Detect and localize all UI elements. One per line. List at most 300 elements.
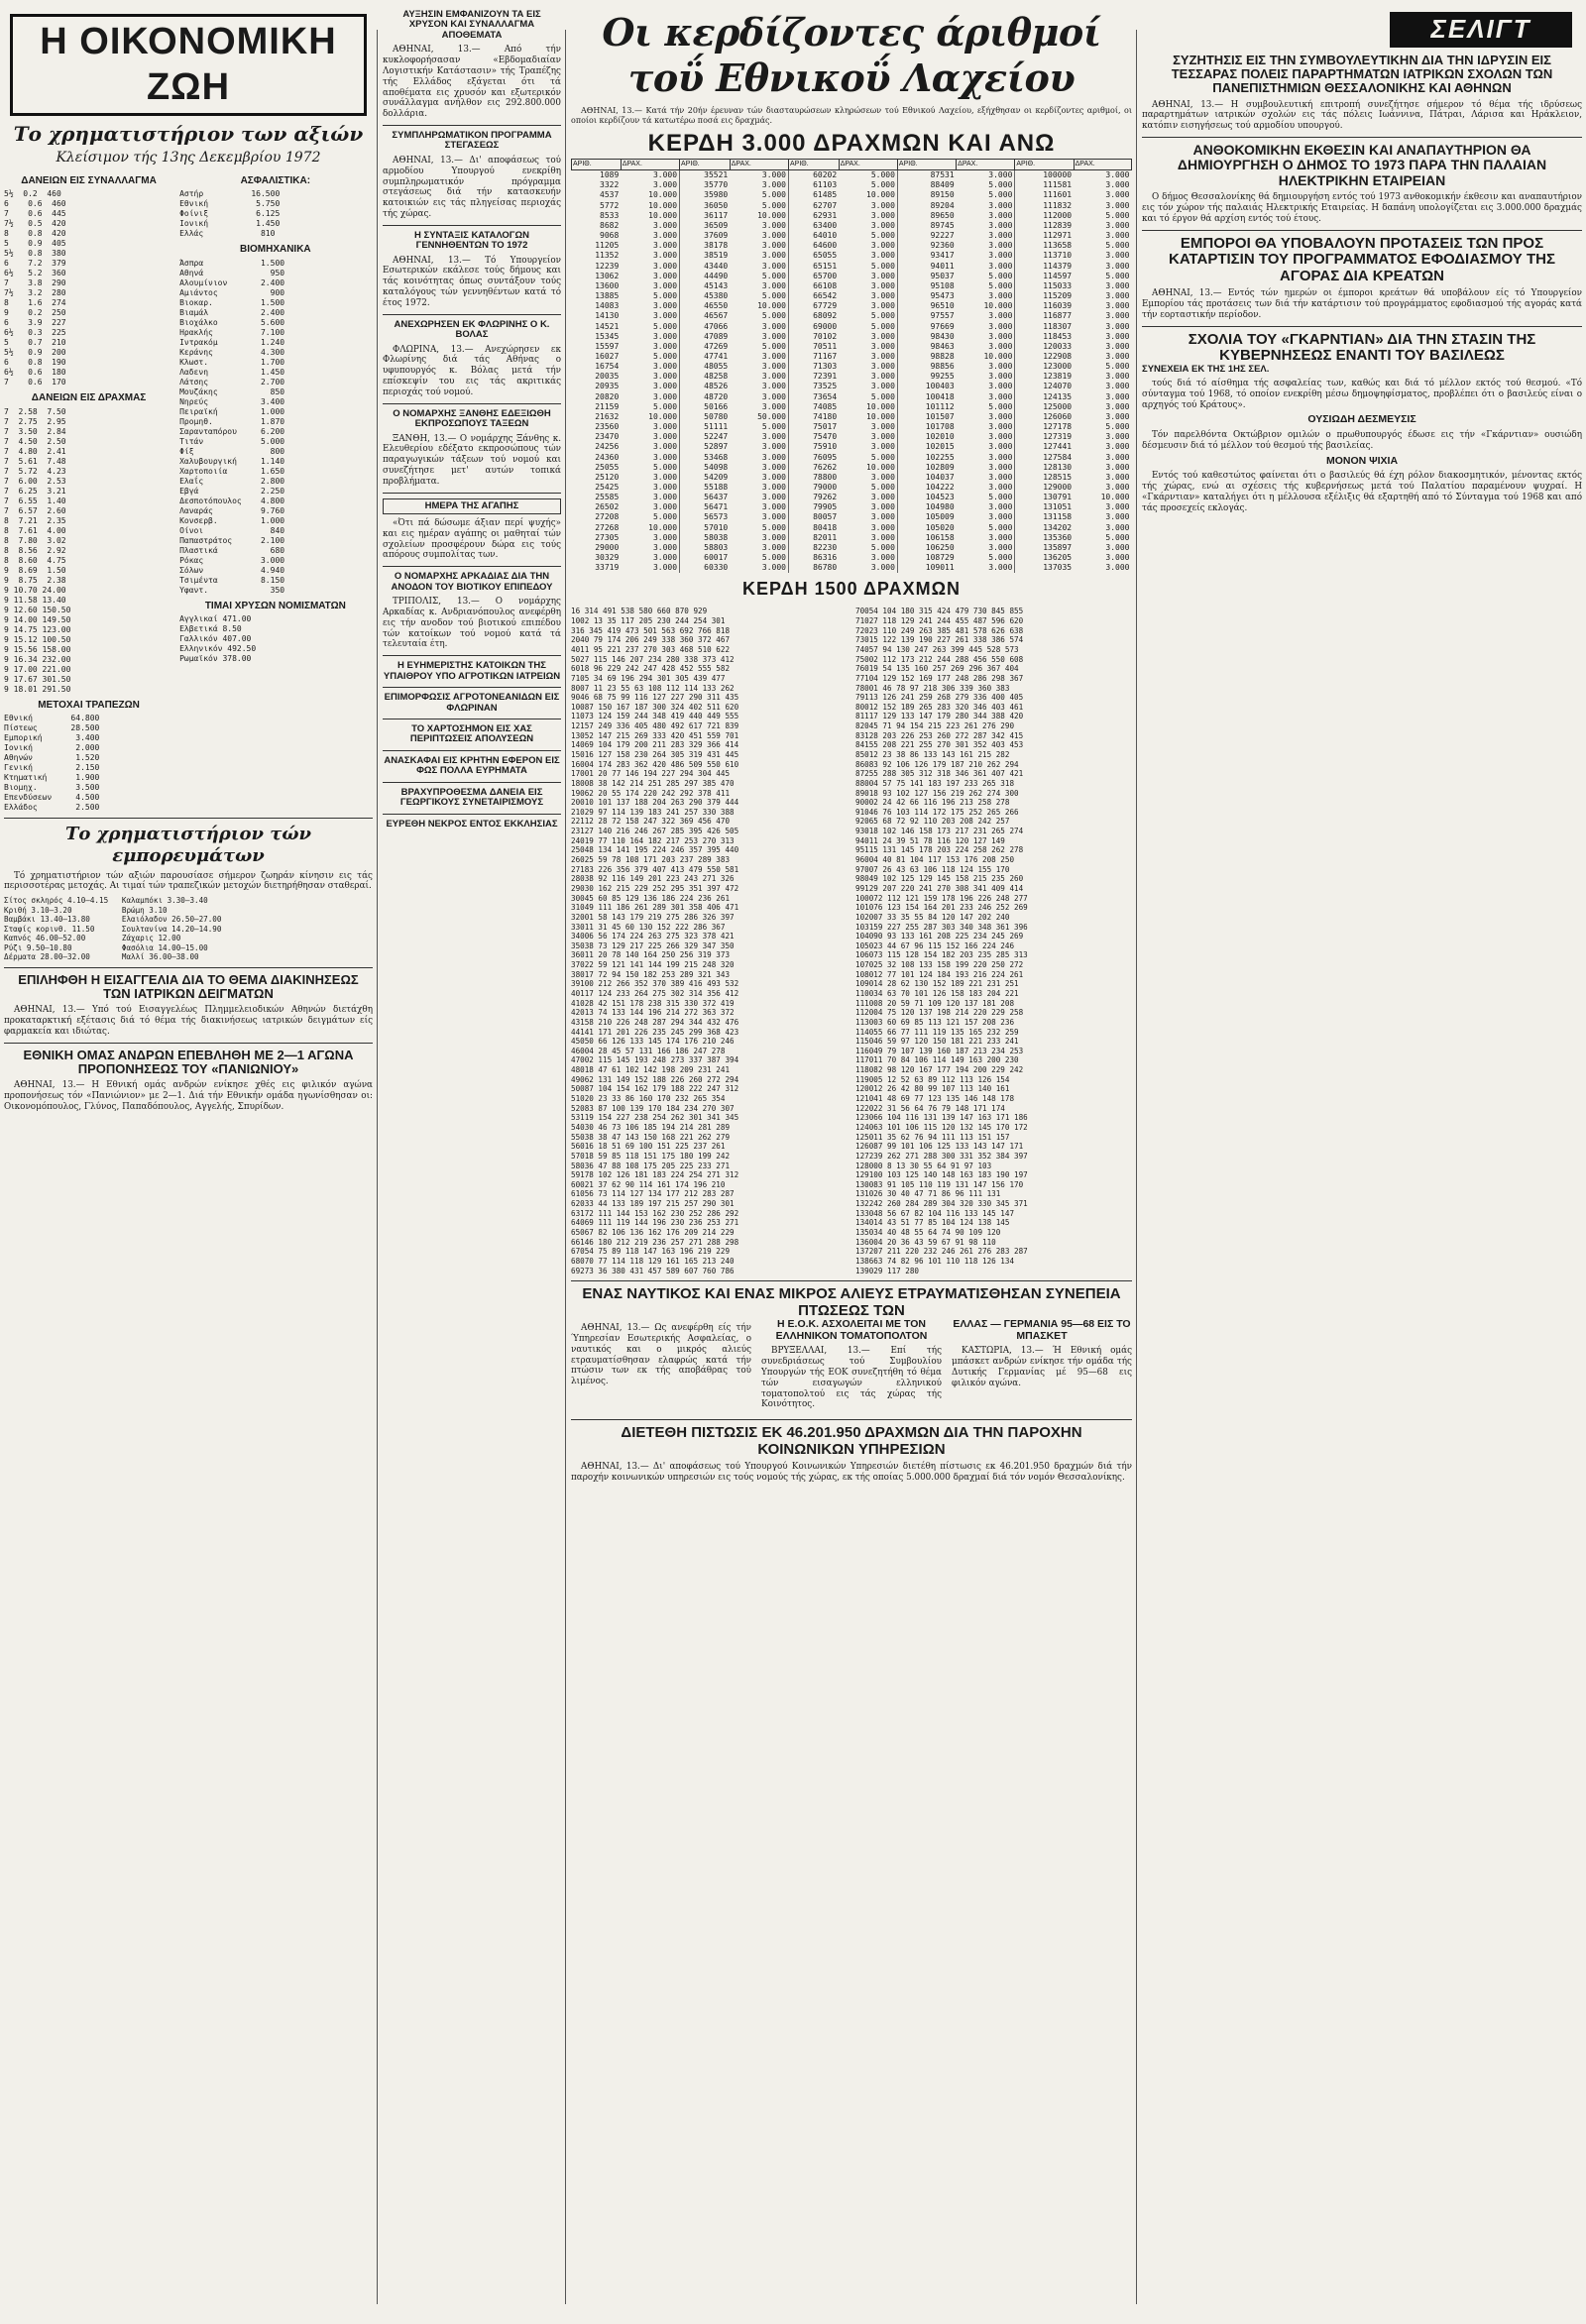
lottery-prize: 10.000 bbox=[621, 523, 679, 533]
lottery-prize: 3.000 bbox=[1105, 391, 1130, 401]
lottery-prize: 3.000 bbox=[957, 170, 1015, 181]
col-header-num: ΑΡΙΘ. bbox=[1015, 159, 1074, 170]
headline-credit: ΔΙΕΤΕΘΗ ΠΙΣΤΩΣΙΣ ΕΚ 46.201.950 ΔΡΑΧΜΩΝ ΔΙΑ ΤΗΝ ΠΑΡΟΧΗΝ ΚΟΙΝΩΝΙΚΩΝ ΥΠΗΡΕΣΙΩΝ bbox=[621, 1424, 1082, 1458]
lottery-prize: 3.000 bbox=[621, 311, 679, 321]
lottery-number: 63400 bbox=[813, 220, 838, 230]
subhead-commitment: ΟΥΣΙΩΔΗ ΔΕΣΜΕΥΣΙΣ bbox=[1307, 413, 1416, 426]
lottery-1500-line: 78001 46 78 97 218 306 339 360 383 bbox=[855, 683, 1010, 693]
article-sailor: ΑΘΗΝΑΙ, 13.— Ως ανεφέρθη είς τήν Ύπηρεσίαν Εσωτερικής Ασφαλείας, ο ναυτικός και ο μικρός αλιεύς ετραυματίσθησαν ελαφρώς κατά τήν πτώσιν των εκ τής αποβάθρας τού λιμένος. bbox=[571, 1323, 751, 1387]
lottery-1500-line: 27183 226 356 379 407 413 479 550 581 bbox=[571, 864, 739, 874]
lottery-1500-line: 30045 60 85 129 136 186 224 236 261 bbox=[571, 893, 731, 903]
lottery-1500-line: 77104 129 152 169 177 248 286 298 367 bbox=[855, 673, 1024, 683]
lottery-1500-line: 53119 154 227 238 254 262 301 341 345 bbox=[571, 1113, 739, 1123]
section-brand: ΣΕΛΙΓΤ bbox=[1390, 12, 1572, 48]
lottery-prize: 3.000 bbox=[621, 432, 679, 442]
lottery-row bbox=[572, 262, 1132, 272]
lottery-number: 120033 bbox=[1043, 341, 1073, 351]
lottery-1500-line: 316 345 419 473 501 563 692 766 818 bbox=[571, 625, 731, 635]
lottery-1500-line: 22112 28 72 158 247 322 369 456 470 bbox=[571, 817, 731, 827]
lottery-number: 46550 bbox=[704, 301, 729, 311]
lottery-number: 101112 bbox=[925, 401, 955, 411]
lottery-1500-line: 106073 115 128 154 182 203 235 285 313 bbox=[855, 950, 1028, 960]
lottery-number: 27268 bbox=[595, 522, 620, 532]
lottery-row bbox=[572, 422, 1132, 432]
lottery-1500-line: 89018 93 102 127 156 219 262 274 300 bbox=[855, 788, 1019, 798]
col-header-drach: ΔΡΑΧ. bbox=[839, 159, 897, 170]
lottery-prize: 3.000 bbox=[621, 372, 679, 382]
lottery-row bbox=[572, 332, 1132, 342]
lottery-prize: 5.000 bbox=[730, 523, 788, 533]
lottery-number: 11352 bbox=[595, 251, 620, 261]
section-insurance: ΑΣΦΑΛΙΣΤΙΚΑ: bbox=[240, 175, 311, 187]
col-header-num: ΑΡΙΘ. bbox=[788, 159, 839, 170]
lottery-number: 13885 bbox=[595, 291, 620, 301]
lottery-1500-line: 61056 73 114 127 134 177 212 283 287 bbox=[571, 1189, 735, 1199]
gold-row: Γαλλικόν 407.00 bbox=[179, 633, 252, 643]
headline-loans-coops: ΒΡΑΧΥΠΡΟΘΕΣΜΑ ΔΑΝΕΙΑ ΕΙΣ ΓΕΩΡΓΙΚΟΥΣ ΣΥΝΕΤΑΙΡΙΣΜΟΥΣ bbox=[399, 786, 544, 809]
lottery-prize: 3.000 bbox=[730, 483, 788, 493]
lottery-1500-line: 87255 288 305 312 318 346 361 407 421 bbox=[855, 769, 1024, 779]
lottery-row bbox=[572, 432, 1132, 442]
lottery-1500-line: 90002 24 42 66 116 196 213 258 278 bbox=[855, 798, 1010, 808]
lottery-prize: 3.000 bbox=[957, 372, 1015, 382]
lottery-prize: 3.000 bbox=[621, 392, 679, 402]
masthead-economy: Η ΟΙΚΟΝΟΜΙΚΗ ΖΩΗ bbox=[10, 14, 367, 116]
headline-flower-show: ΑΝΘΟΚΟΜΙΚΗΝ ΕΚΘΕΣΙΝ ΚΑΙ ΑΝΑΠΑΥΤΗΡΙΟΝ ΘΑ ΔΗΜΙΟΥΡΓΗΣΗ Ο ΔΗΜΟΣ ΤΟ 1973 ΠΑΡΑ ΤΗΝ ΠΑΛΑΙΑΝ ΗΛΕΚΤΡΙΚΗΝ ΕΤΑΙΡΕΙΑΝ bbox=[1177, 142, 1547, 188]
lottery-number: 75910 bbox=[813, 442, 838, 452]
lottery-row bbox=[572, 533, 1132, 543]
lottery-number: 80057 bbox=[813, 512, 838, 522]
lottery-number: 30329 bbox=[595, 553, 620, 563]
lottery-1500-line: 40117 124 233 264 275 302 314 356 412 bbox=[571, 989, 739, 998]
lottery-prize: 10.000 bbox=[730, 301, 788, 311]
lottery-prize: 3.000 bbox=[730, 442, 788, 452]
lottery-prize: 3.000 bbox=[957, 453, 1015, 463]
lottery-prize: 5.000 bbox=[1105, 532, 1130, 542]
lottery-1500-line: 136004 20 36 43 59 67 91 98 110 bbox=[855, 1237, 996, 1247]
lottery-number: 127441 bbox=[1043, 442, 1073, 452]
lottery-number: 64600 bbox=[813, 241, 838, 251]
lottery-1500-line: 38017 72 94 150 182 253 289 321 343 bbox=[571, 969, 731, 979]
lottery-1500-line: 7105 34 69 196 294 301 305 439 477 bbox=[571, 673, 726, 683]
lottery-1500-line: 135034 40 48 55 64 74 90 109 120 bbox=[855, 1228, 1001, 1238]
lottery-prize: 3.000 bbox=[839, 512, 897, 522]
lottery-number: 137035 bbox=[1043, 563, 1073, 573]
lottery-number: 95473 bbox=[930, 291, 955, 301]
col-header-num: ΑΡΙΘ. bbox=[572, 159, 622, 170]
lottery-number: 67729 bbox=[813, 301, 838, 311]
lottery-1500-line: 48018 47 61 102 142 198 209 231 241 bbox=[571, 1065, 731, 1075]
article-arcadia: ΤΡΙΠΟΛΙΣ, 13.— Ο νομάρχης Αρκαδίας κ. Ανδριανόπουλος ανεφέρθη εις τήν ανοδον τού βιοτικού επιπέδου τών κατοίκων τού νομού κατά τά τελευταία έτη. bbox=[383, 597, 561, 650]
headline-stamp-duty: ΤΟ ΧΑΡΤΟΣΗΜΟΝ ΕΙΣ ΧΑΣ ΠΕΡΙΠΤΩΣΕΙΣ ΑΠΟΛΥΣΕΩΝ bbox=[409, 722, 534, 745]
lottery-number: 47066 bbox=[704, 321, 729, 331]
lottery-number: 127178 bbox=[1043, 422, 1073, 432]
lottery-prize: 3.000 bbox=[730, 502, 788, 512]
gold-row: Ρωμαϊκόν 378.00 bbox=[179, 653, 252, 663]
lottery-prize: 3.000 bbox=[839, 382, 897, 391]
lottery-prize: 3.000 bbox=[621, 563, 679, 573]
lottery-number: 3322 bbox=[600, 180, 620, 190]
lottery-1500-line: 138663 74 82 96 101 110 118 126 134 bbox=[855, 1256, 1015, 1266]
lottery-prize: 3.000 bbox=[957, 422, 1015, 432]
lottery-prize: 3.000 bbox=[730, 543, 788, 553]
lottery-number: 14130 bbox=[595, 311, 620, 321]
lottery-prize: 3.000 bbox=[730, 221, 788, 231]
lottery-row bbox=[572, 402, 1132, 412]
lottery-number: 35521 bbox=[704, 170, 729, 180]
lottery-1500-list-left bbox=[571, 607, 848, 1275]
lottery-prize: 3.000 bbox=[621, 262, 679, 272]
lottery-number: 102255 bbox=[925, 452, 955, 462]
lottery-number: 48055 bbox=[704, 362, 729, 372]
lottery-number: 27305 bbox=[595, 532, 620, 542]
lottery-1500-line: 115046 59 97 120 150 181 221 233 241 bbox=[855, 1037, 1019, 1047]
lottery-prize: 3.000 bbox=[730, 170, 788, 181]
lottery-1500-line: 111008 20 59 71 109 120 137 181 208 bbox=[855, 998, 1015, 1008]
lottery-number: 112971 bbox=[1043, 231, 1073, 241]
col-header-num: ΑΡΙΘ. bbox=[897, 159, 956, 170]
column-briefs bbox=[383, 0, 561, 2324]
lottery-1500-line: 16 314 491 538 580 660 870 929 bbox=[571, 607, 708, 616]
lottery-prize: 5.000 bbox=[957, 402, 1015, 412]
lottery-prize: 3.000 bbox=[957, 362, 1015, 372]
lottery-1500-line: 9046 68 75 99 116 127 227 290 311 435 bbox=[571, 693, 739, 703]
headline-volas: ΑΝΕΧΩΡΗΣΕΝ ΕΚ ΦΛΩΡΙΝΗΣ Ο Κ. ΒΟΛΑΣ bbox=[394, 318, 550, 341]
lottery-prize: 3.000 bbox=[839, 281, 897, 291]
lottery-number: 73525 bbox=[813, 382, 838, 391]
lottery-1500-line: 57018 59 85 118 151 175 180 199 242 bbox=[571, 1151, 731, 1161]
lottery-1500-line: 73015 122 139 190 227 261 338 386 574 bbox=[855, 635, 1024, 645]
lottery-prize: 3.000 bbox=[1105, 452, 1130, 462]
lottery-prize: 3.000 bbox=[1105, 251, 1130, 261]
lottery-prize: 3.000 bbox=[621, 483, 679, 493]
headline-guardian: ΣΧΟΛΙΑ ΤΟΥ «ΓΚΑΡΝΤΙΑΝ» ΔΙΑ ΤΗΝ ΣΤΑΣΙΝ ΤΗΣ ΚΥΒΕΡΝΗΣΕΩΣ ΕΝΑΝΤΙ ΤΟΥ ΒΑΣΙΛΕΩΣ bbox=[1188, 330, 1536, 365]
headline-sailor: ΕΝΑΣ ΝΑΥΤΙΚΟΣ ΚΑΙ ΕΝΑΣ ΜΙΚΡΟΣ ΑΛΙΕΥΣ ΕΤΡΑΥΜΑΤΙΣΘΗΣΑΝ ΣΥΝΕΠΕΙΑ ΠΤΩΣΕΩΣ ΤΩΝ bbox=[582, 1285, 1121, 1319]
lottery-prize: 3.000 bbox=[839, 342, 897, 352]
lottery-prize: 3.000 bbox=[957, 201, 1015, 211]
lottery-3000-table bbox=[571, 159, 1132, 574]
lottery-number: 25120 bbox=[595, 472, 620, 482]
lottery-row bbox=[572, 352, 1132, 362]
lottery-1500-line: 45050 66 126 133 145 174 176 210 246 bbox=[571, 1037, 735, 1047]
commodities-text: Τό χρηματιστήριον τών αξιών παρουσίασε σήμερον ζωηράν κίνησιν εις τάς περισσοτέρας μετοχάς. Αι τιμαί τών τραπεζικών μετοχών διετηρήθησαν σταθεραί. bbox=[4, 870, 373, 892]
headline-day-of-love: ΗΜΕΡΑ ΤΗΣ ΑΓΑΠΗΣ bbox=[383, 498, 561, 514]
lottery-prize: 5.000 bbox=[730, 553, 788, 563]
lottery-1500-line: 71027 118 129 241 244 455 487 596 620 bbox=[855, 616, 1024, 626]
lottery-row bbox=[572, 311, 1132, 321]
lottery-number: 24360 bbox=[595, 452, 620, 462]
lottery-prize: 3.000 bbox=[839, 352, 897, 362]
lottery-number: 118307 bbox=[1043, 321, 1073, 331]
lottery-title: Οι κερδίζοντες άριθμοί τοΰ Εθνικοΰ Λαχείου bbox=[602, 10, 1101, 101]
lottery-number: 54209 bbox=[704, 472, 729, 482]
article-commitment: Τόν παρελθόντα Οκτώβριον ομιλών ο πρωθυπουργός έδωσε εις τήν «Γκάρντιαν» ουσιώδη δέσμευσιν διά τό μέλλον τού θεσμού τής βασιλείας. bbox=[1142, 430, 1582, 451]
lottery-number: 52897 bbox=[704, 442, 729, 452]
lottery-prize: 3.000 bbox=[957, 342, 1015, 352]
lottery-number: 58038 bbox=[704, 532, 729, 542]
lottery-prize: 3.000 bbox=[957, 291, 1015, 301]
lottery-number: 16027 bbox=[595, 351, 620, 361]
lottery-prize: 3.000 bbox=[730, 180, 788, 190]
lottery-prize: 3.000 bbox=[1105, 170, 1130, 180]
lottery-number: 124135 bbox=[1043, 391, 1073, 401]
col-header-drach: ΔΡΑΧ. bbox=[621, 159, 679, 170]
col-header-drach: ΔΡΑΧ. bbox=[1074, 159, 1131, 170]
continuation-note: ΣΥΝΕΧΕΙΑ ΕΚ ΤΗΣ 1ΗΣ ΣΕΛ. bbox=[1142, 363, 1270, 375]
lottery-number: 89150 bbox=[930, 190, 955, 200]
lottery-row bbox=[572, 281, 1132, 291]
lottery-number: 80418 bbox=[813, 522, 838, 532]
lottery-prize: 3.000 bbox=[1105, 483, 1130, 493]
lottery-number: 14521 bbox=[595, 321, 620, 331]
lottery-prize: 5.000 bbox=[621, 322, 679, 332]
lottery-number: 47269 bbox=[704, 341, 729, 351]
lottery-number: 102010 bbox=[925, 432, 955, 442]
lottery-number: 52247 bbox=[704, 432, 729, 442]
lottery-number: 45380 bbox=[704, 291, 729, 301]
lottery-prize: 3.000 bbox=[957, 392, 1015, 402]
lottery-row bbox=[572, 251, 1132, 261]
lottery-1500-line: 24019 77 110 164 182 217 253 270 313 bbox=[571, 835, 735, 845]
lottery-number: 78800 bbox=[813, 472, 838, 482]
lottery-1500-line: 21029 97 114 139 183 241 257 330 388 bbox=[571, 807, 735, 817]
lottery-prize: 3.000 bbox=[839, 211, 897, 221]
lottery-1500-line: 86083 92 106 126 179 187 210 262 294 bbox=[855, 759, 1019, 769]
lottery-prize: 5.000 bbox=[621, 291, 679, 301]
lottery-1500-line: 12157 249 336 405 480 492 617 721 839 bbox=[571, 721, 739, 731]
lottery-number: 96510 bbox=[930, 301, 955, 311]
article-guardian: τούς διά τό αίσθημα τής ασφαλείας των, καθώς και διά τό μέλλον εκτός τού θεσμού. «Τό σύνταγμα τού 1968, τό οποίον ενεκρίθη μέσω δημοψηφίσματος, προβλέπει ότι ο βασιλεύς είναι ο αρχηγός τού Κράτους». bbox=[1142, 379, 1582, 410]
lottery-1500-line: 36011 20 78 140 164 250 256 319 373 bbox=[571, 950, 731, 960]
lottery-1500-line: 116049 79 107 139 160 187 213 234 253 bbox=[855, 1046, 1024, 1055]
gold-coins-title: ΤΙΜΑΙ ΧΡΥΣΩΝ ΝΟΜΙΣΜΑΤΩΝ bbox=[204, 600, 346, 611]
lottery-1500-line: 26025 59 78 108 171 203 237 289 383 bbox=[571, 855, 731, 865]
lottery-1500-line: 42013 74 133 144 196 214 272 363 372 bbox=[571, 1008, 735, 1018]
lottery-prize: 3.000 bbox=[730, 563, 788, 573]
lottery-1500-line: 108012 77 101 124 184 193 216 224 261 bbox=[855, 969, 1024, 979]
lottery-1500-line: 15016 127 158 230 264 305 319 431 445 bbox=[571, 749, 739, 759]
lottery-prize: 3.000 bbox=[1105, 280, 1130, 290]
commodities-prices: Σίτος σκληρός 4.10—4.15 Καλαμπόκι 3.30—3.40 Κριθή 3.10—3.20 Βρώμη 3.10 Βαμβάκι 13.40—13.80 Ελαιόλαδον 26.50—27.00 Σταφίς κορινθ. 11.50 Σουλτανίνα 14.20—14.90 Καπνός 46.00—52.00 Ζάχαρις 12.00 Ρύζι 9.50—10.80 Φασόλια 14.00—15.00 Δέρματα 28.00—32.00 Μαλλί 36.00—38.00 bbox=[4, 896, 222, 962]
lottery-prize: 5.000 bbox=[957, 281, 1015, 291]
lottery-number: 104037 bbox=[925, 472, 955, 482]
lottery-number: 47741 bbox=[704, 351, 729, 361]
lottery-number: 15597 bbox=[595, 341, 620, 351]
lottery-number: 89204 bbox=[930, 200, 955, 210]
lottery-prize: 10.000 bbox=[1100, 493, 1130, 502]
lottery-number: 97669 bbox=[930, 321, 955, 331]
lottery-prize: 3.000 bbox=[730, 332, 788, 342]
lottery-prize: 3.000 bbox=[621, 362, 679, 372]
lottery-prize: 3.000 bbox=[957, 502, 1015, 512]
lottery-prize: 3.000 bbox=[621, 180, 679, 190]
lottery-prize: 3.000 bbox=[621, 442, 679, 452]
lottery-number: 98856 bbox=[930, 362, 955, 372]
lottery-number: 82230 bbox=[813, 542, 838, 552]
lottery-prize: 3.000 bbox=[957, 432, 1015, 442]
lottery-number: 116877 bbox=[1043, 311, 1073, 321]
col-header-drach: ΔΡΑΧ. bbox=[730, 159, 788, 170]
lottery-number: 61103 bbox=[813, 180, 838, 190]
gold-row: Ελβετικά 8.50 bbox=[179, 623, 242, 633]
lottery-prize: 3.000 bbox=[1105, 321, 1130, 331]
lottery-1500-line: 64069 111 119 144 196 230 236 253 271 bbox=[571, 1218, 739, 1228]
lottery-number: 9068 bbox=[600, 231, 620, 241]
lottery-intro: ΑΘΗΝΑΙ, 13.— Κατά τήν 20ήν έρευναν τών διασταυρώσεων κληρώσεων τού Εθνικού Λαχείου, εξήχθησαν οι κερδίζοντες αριθμοί, οι οποίοι κερδίζουν τά κατωτέρω ποσά εις δραχμάς. bbox=[571, 105, 1132, 125]
lottery-1500-line: 52083 87 100 139 170 184 234 270 307 bbox=[571, 1103, 735, 1113]
lottery-1500-line: 29030 162 215 229 252 295 351 397 472 bbox=[571, 883, 739, 893]
lottery-1500-line: 75002 112 173 212 244 288 456 550 608 bbox=[855, 654, 1024, 664]
article-medical-schools: ΑΘΗΝΑΙ, 13.— Η συμβουλευτική επιτροπή συνεζήτησε σήμερον τό θέμα τής ιδρύσεως παραρτημάτων ιατρικών σχολών εις τάς πόλεις Ιωάννινα, Πάτραι, Λάρισα και Ηράκλειον, κατόπιν εισηγήσεως τού αρμοδίου υπουργού. bbox=[1142, 99, 1582, 132]
lottery-prize: 3.000 bbox=[839, 533, 897, 543]
headline-football: ΕΘΝΙΚΗ ΟΜΑΣ ΑΝΔΡΩΝ ΕΠΕΒΛΗΘΗ ΜΕ 2—1 ΑΓΩΝΑ ΠΡΟΠΟΝΗΣΕΩΣ ΤΟΥ «ΠΑΝΙΩΝΙΟΥ» bbox=[23, 1047, 354, 1076]
lottery-number: 101708 bbox=[925, 422, 955, 432]
lottery-prize: 3.000 bbox=[730, 262, 788, 272]
lottery-prize: 3.000 bbox=[621, 342, 679, 352]
lottery-1500-line: 5027 115 146 207 234 280 338 373 412 bbox=[571, 654, 735, 664]
lottery-1500-line: 35038 73 129 217 225 266 329 347 350 bbox=[571, 941, 735, 950]
lottery-number: 56437 bbox=[704, 493, 729, 502]
lottery-number: 136205 bbox=[1043, 553, 1073, 563]
lottery-prize: 5.000 bbox=[957, 523, 1015, 533]
lottery-1500-line: 127239 262 271 288 300 331 352 384 397 bbox=[855, 1151, 1028, 1161]
lottery-row bbox=[572, 493, 1132, 502]
lottery-number: 135360 bbox=[1043, 532, 1073, 542]
lottery-prize: 3.000 bbox=[621, 272, 679, 281]
lottery-number: 5772 bbox=[600, 200, 620, 210]
lottery-1500-line: 79113 126 241 259 268 279 336 400 405 bbox=[855, 693, 1024, 703]
lottery-prize: 5.000 bbox=[621, 463, 679, 473]
lottery-prize: 3.000 bbox=[1105, 200, 1130, 210]
lottery-1500-line: 107025 32 108 133 158 199 220 250 272 bbox=[855, 960, 1024, 970]
lottery-number: 8682 bbox=[600, 220, 620, 230]
lottery-prize: 3.000 bbox=[957, 442, 1015, 452]
lottery-row bbox=[572, 412, 1132, 422]
lottery-prize: 5.000 bbox=[839, 231, 897, 241]
lottery-1500-line: 100072 112 121 159 178 196 226 248 277 bbox=[855, 893, 1028, 903]
lottery-prize: 5.000 bbox=[730, 272, 788, 281]
lottery-number: 113658 bbox=[1043, 241, 1073, 251]
lottery-1500-line: 66146 180 212 219 236 257 271 288 298 bbox=[571, 1237, 739, 1247]
lottery-1500-line: 81117 129 133 147 179 280 344 388 420 bbox=[855, 712, 1024, 721]
lottery-prize: 3.000 bbox=[839, 301, 897, 311]
lottery-prize: 3.000 bbox=[730, 352, 788, 362]
lottery-number: 71167 bbox=[813, 351, 838, 361]
lottery-number: 38178 bbox=[704, 241, 729, 251]
lottery-prize: 3.000 bbox=[730, 392, 788, 402]
lottery-prize: 3.000 bbox=[1105, 542, 1130, 552]
lottery-prize: 3.000 bbox=[730, 533, 788, 543]
lottery-prize: 10.000 bbox=[957, 301, 1015, 311]
lottery-prize: 3.000 bbox=[839, 272, 897, 281]
lottery-prize: 3.000 bbox=[730, 382, 788, 391]
lottery-1500-line: 4011 95 221 237 270 303 468 510 622 bbox=[571, 644, 731, 654]
lottery-number: 20820 bbox=[595, 391, 620, 401]
lottery-prize: 5.000 bbox=[839, 392, 897, 402]
lottery-prize: 3.000 bbox=[957, 241, 1015, 251]
lottery-number: 112839 bbox=[1043, 220, 1073, 230]
lottery-number: 129000 bbox=[1043, 483, 1073, 493]
article-meat-merchants: ΑΘΗΝΑΙ, 13.— Εντός τών ημερών οι έμποροι κρεάτων θά υποβάλουν είς τό Υπουργείον Εμπορίου τάς προτάσεις των διά τήν κατάρτισιν τού προγράμματος εφοδιασμού τής αγοράς κατά τήν εορταστικήν περίοδον. bbox=[1142, 288, 1582, 320]
lottery-1500-line: 67054 75 89 118 147 163 196 219 229 bbox=[571, 1247, 731, 1257]
lottery-prize: 3.000 bbox=[957, 251, 1015, 261]
lottery-number: 124070 bbox=[1043, 382, 1073, 391]
lottery-number: 46567 bbox=[704, 311, 729, 321]
lottery-1500-line: 69273 36 380 431 457 589 607 760 786 bbox=[571, 1266, 735, 1275]
lottery-number: 73654 bbox=[813, 391, 838, 401]
lottery-number: 44490 bbox=[704, 271, 729, 280]
lottery-number: 65700 bbox=[813, 271, 838, 280]
lottery-prize: 3.000 bbox=[621, 553, 679, 563]
lottery-prize: 3.000 bbox=[1105, 472, 1130, 482]
drachma-loan-table: 7 2.58 7.50 7 2.75 2.95 7 3.50 2.84 7 4.50 2.50 7 4.80 2.41 7 5.61 7.48 7 5.72 4.23 7 6.00 2.53 7 6.25 3.21 7 6.55 1.40 7 6.57 2.60 8 7.21 2.35 8 7.61 4.00 8 7.80 3.02 8 8.56 2.92 8 8.60 4.75 9 8.69 1.50 9 8.75 2.38 9 10.70 24.00 9 11.58 13.40 9 12.60 150.50 9 14.00 149.50 9 14.75 123.00 9 15.12 100.50 9 15.56 158.00 9 16.34 232.00 9 17.00 221.00 9 17.67 301.50 9 18.01 291.50 bbox=[4, 406, 71, 694]
lottery-1500-line: 118082 98 120 167 177 194 200 229 242 bbox=[855, 1065, 1024, 1075]
lottery-prize: 3.000 bbox=[1105, 220, 1130, 230]
lottery-number: 47089 bbox=[704, 331, 729, 341]
lottery-number: 14083 bbox=[595, 301, 620, 311]
article-birth-catalogs: ΑΘΗΝΑΙ, 13.— Τό Υπουργείον Εσωτερικών εκάλεσε τούς δήμους και τάς κοινότητας όπως συντάξουν τούς καταλόγους τών γεννηθέντων κατά τό έτος 1972. bbox=[383, 255, 561, 308]
section-fx-loans: ΔΑΝΕΙΩΝ ΕΙΣ ΣΥΝΑΛΛΑΓΜΑ bbox=[21, 175, 157, 187]
lottery-number: 95108 bbox=[930, 280, 955, 290]
lottery-1500-line: 65067 82 106 136 162 176 209 214 229 bbox=[571, 1228, 735, 1238]
lottery-prize: 3.000 bbox=[957, 512, 1015, 522]
lottery-1500-line: 139029 117 280 bbox=[855, 1266, 920, 1275]
lottery-1500-line: 14069 104 179 200 211 283 329 366 414 bbox=[571, 740, 739, 750]
lottery-1500-line: 103159 227 255 287 303 340 348 361 396 bbox=[855, 922, 1028, 932]
lottery-number: 36509 bbox=[704, 220, 729, 230]
lottery-number: 25585 bbox=[595, 493, 620, 502]
lottery-prize: 3.000 bbox=[1105, 462, 1130, 472]
lottery-prize: 3.000 bbox=[1105, 351, 1130, 361]
lottery-number: 92227 bbox=[930, 231, 955, 241]
lottery-1500-line: 70054 104 180 315 424 479 730 845 855 bbox=[855, 607, 1024, 616]
lottery-1500-line: 82045 71 94 154 215 223 261 276 290 bbox=[855, 721, 1015, 731]
lottery-1500-line: 47002 115 145 193 248 273 337 387 394 bbox=[571, 1055, 739, 1065]
lottery-1500-line: 124063 101 106 115 120 132 145 170 172 bbox=[855, 1122, 1028, 1132]
lottery-1500-heading: ΚΕΡΔΗ 1500 ΔΡΑΧΜΩΝ bbox=[741, 579, 962, 600]
lottery-1500-line: 54030 46 73 106 185 194 214 281 289 bbox=[571, 1122, 731, 1132]
lottery-prize: 3.000 bbox=[957, 563, 1015, 573]
lottery-prize: 3.000 bbox=[1105, 553, 1130, 563]
lottery-prize: 3.000 bbox=[957, 332, 1015, 342]
lottery-prize: 3.000 bbox=[839, 332, 897, 342]
lottery-prize: 5.000 bbox=[1105, 271, 1130, 280]
lottery-prize: 5.000 bbox=[839, 170, 897, 181]
lottery-1500-line: 91046 76 103 114 172 175 252 265 266 bbox=[855, 807, 1019, 817]
lottery-row bbox=[572, 201, 1132, 211]
lottery-number: 65151 bbox=[813, 261, 838, 271]
lottery-number: 13062 bbox=[595, 271, 620, 280]
lottery-prize: 3.000 bbox=[1105, 190, 1130, 200]
lottery-row bbox=[572, 211, 1132, 221]
lottery-prize: 3.000 bbox=[839, 201, 897, 211]
lottery-number: 13600 bbox=[595, 280, 620, 290]
lottery-number: 86780 bbox=[813, 563, 838, 573]
lottery-prize: 3.000 bbox=[1105, 382, 1130, 391]
lottery-prize: 5.000 bbox=[839, 483, 897, 493]
lottery-prize: 3.000 bbox=[730, 241, 788, 251]
lottery-prize: 3.000 bbox=[839, 473, 897, 483]
lottery-prize: 3.000 bbox=[957, 211, 1015, 221]
lottery-number: 38519 bbox=[704, 251, 729, 261]
lottery-row bbox=[572, 231, 1132, 241]
lottery-prize: 3.000 bbox=[730, 231, 788, 241]
lottery-1500-line: 120012 26 42 80 99 107 113 140 161 bbox=[855, 1084, 1010, 1094]
lottery-number: 108729 bbox=[925, 553, 955, 563]
lottery-number: 100000 bbox=[1043, 170, 1073, 180]
lottery-number: 53468 bbox=[704, 452, 729, 462]
stock-exchange-title: Το χρηματιστήριον των αξιών bbox=[13, 121, 364, 146]
